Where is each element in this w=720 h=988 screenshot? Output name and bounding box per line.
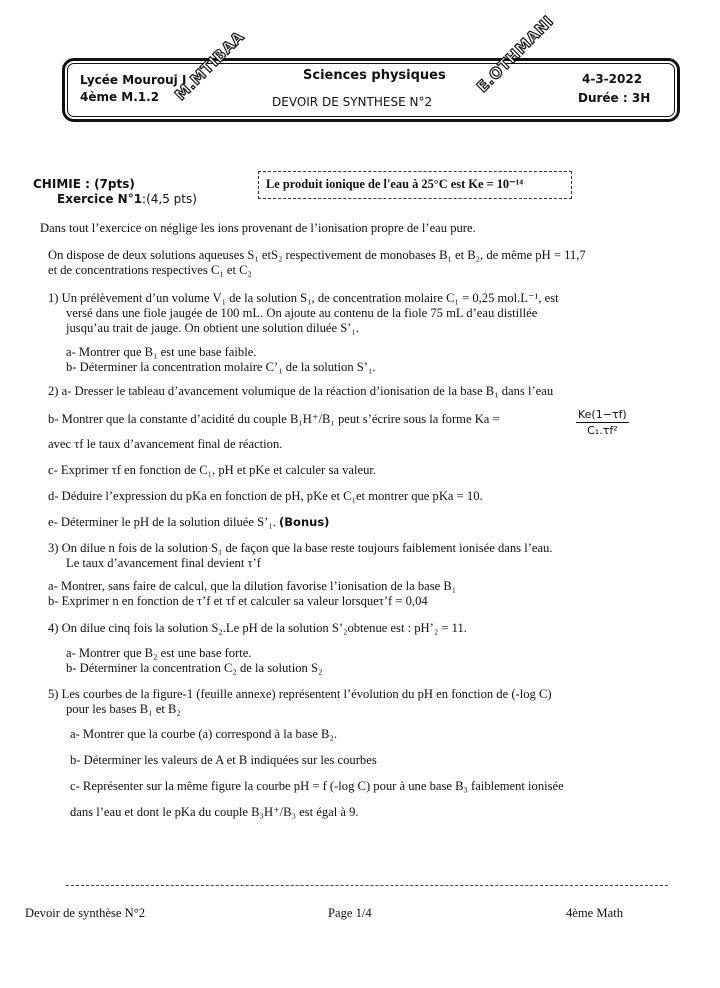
ka-denominator: C₁.τf² [587,424,618,437]
footer-left: Devoir de synthèse N°2 [25,906,146,920]
class-name: 4ème M.1.2 [80,90,160,104]
q2c: c- Exprimer τf en fonction de C₁, pH et pKe et calculer sa valeur. [48,463,377,477]
given-1: On dispose de deux solutions aqueuses S₁ etS₂ respectivement de monobases B₁ et B₂, de même pH = 11,7 [48,248,586,262]
subject: Sciences physiques [303,68,446,83]
q3-line2: Le taux d’avancement final devient τ’f [66,556,261,570]
exercise-number: Exercice N°1 [57,192,143,206]
school-name: Lycée Mourouj I [80,73,187,87]
watermark-left: M.MTIBAA [171,27,248,104]
q2d: d- Déduire l’expression du pKa en fonction de pH, pKe et C₁et montrer que pKa = 10. [48,489,483,503]
q2b-line2: avec τf le taux d’avancement final de réaction. [48,437,283,451]
footer-page: Page 1/4 [328,906,372,920]
footer-right: 4ème Math [566,906,624,920]
given-2: et de concentrations respectives C₁ et C₂ [48,263,252,277]
q5c: c- Représenter sur la même figure la courbe pH = f (-log C) pour à une base B₃ faiblement ionisée [70,779,564,793]
q2a: 2) a- Dresser le tableau d’avancement volumique de la réaction d’ionisation de la base B₁ dans l’eau [48,384,554,398]
q3b: b- Exprimer n en fonction de τ’f et τf et calculer sa valeur lorsqueτ’f = 0,04 [48,594,428,608]
section-title: CHIMIE : (7pts) [33,177,135,191]
q4b: b- Déterminer la concentration C₂ de la solution S₂ [66,661,323,675]
exercise-points: :(4,5 pts) [142,192,197,206]
q2e-text: e- Déterminer le pH de la solution diluée S’₁. [48,515,276,529]
q2e [48,515,329,530]
q2b: b- Montrer que la constante d’acidité du couple B₁H⁺/B₁ peut s’écrire sous la forme Ka = [48,412,500,426]
q5-line1: 5) Les courbes de la figure-1 (feuille annexe) représentent l’évolution du pH en fonction de (-log C) [48,687,552,701]
q4: 4) On dilue cinq fois la solution S₂.Le pH de la solution S’₂obtenue est : pH’₂ = 11. [48,621,467,635]
note-text: Le produit ionique de l'eau à 25°C est Ke = 10⁻¹⁴ [266,177,524,191]
q1-line1: 1) Un prélèvement d’un volume V₁ de la solution S₁, de concentration molaire C₁ = 0,25 mol.L⁻¹, est [48,291,559,305]
q5a: a- Montrer que la courbe (a) correspond à la base B₂. [70,727,337,741]
intro: Dans tout l’exercice on néglige les ions provenant de l’ionisation propre de l’eau pure. [40,221,476,235]
q3-line1: 3) On dilue n fois de la solution S₁ de façon que la base reste toujours faiblement ionisée dans l’eau. [48,541,553,555]
q1-line2: versé dans une fiole jaugée de 100 mL. On ajoute au contenu de la fiole 75 mL d’eau distillée [66,306,538,320]
exercise-title [57,192,197,207]
q5-line2: pour les bases B₁ et B₂ [66,702,181,716]
q3a: a- Montrer, sans faire de calcul, que la dilution favorise l’ionisation de la base B₁ [48,579,457,593]
footer-divider [66,885,668,886]
watermark-right: E.OTHMANI [473,12,558,97]
exam-title: DEVOIR DE SYNTHESE N°2 [272,95,433,109]
ka-numerator: Ke(1−τf) [578,408,627,421]
exam-date: 4-3-2022 [582,72,643,86]
q1b: b- Déterminer la concentration molaire C’₁ de la solution S’₁. [66,360,376,374]
q1-line3: jusqu’au trait de jauge. On obtient une solution diluée S’₁. [66,321,359,335]
q5c-line2: dans l’eau et dont le pKa du couple B₃H⁺/B₃ est égal à 9. [70,805,359,819]
bonus-label: (Bonus) [279,515,330,529]
exam-duration: Durée : 3H [578,91,651,105]
q1a: a- Montrer que B₁ est une base faible. [66,345,257,359]
q4a: a- Montrer que B₂ est une base forte. [66,646,252,660]
q5b: b- Déterminer les valeurs de A et B indiquées sur les courbes [70,753,377,767]
ka-formula [576,408,629,437]
